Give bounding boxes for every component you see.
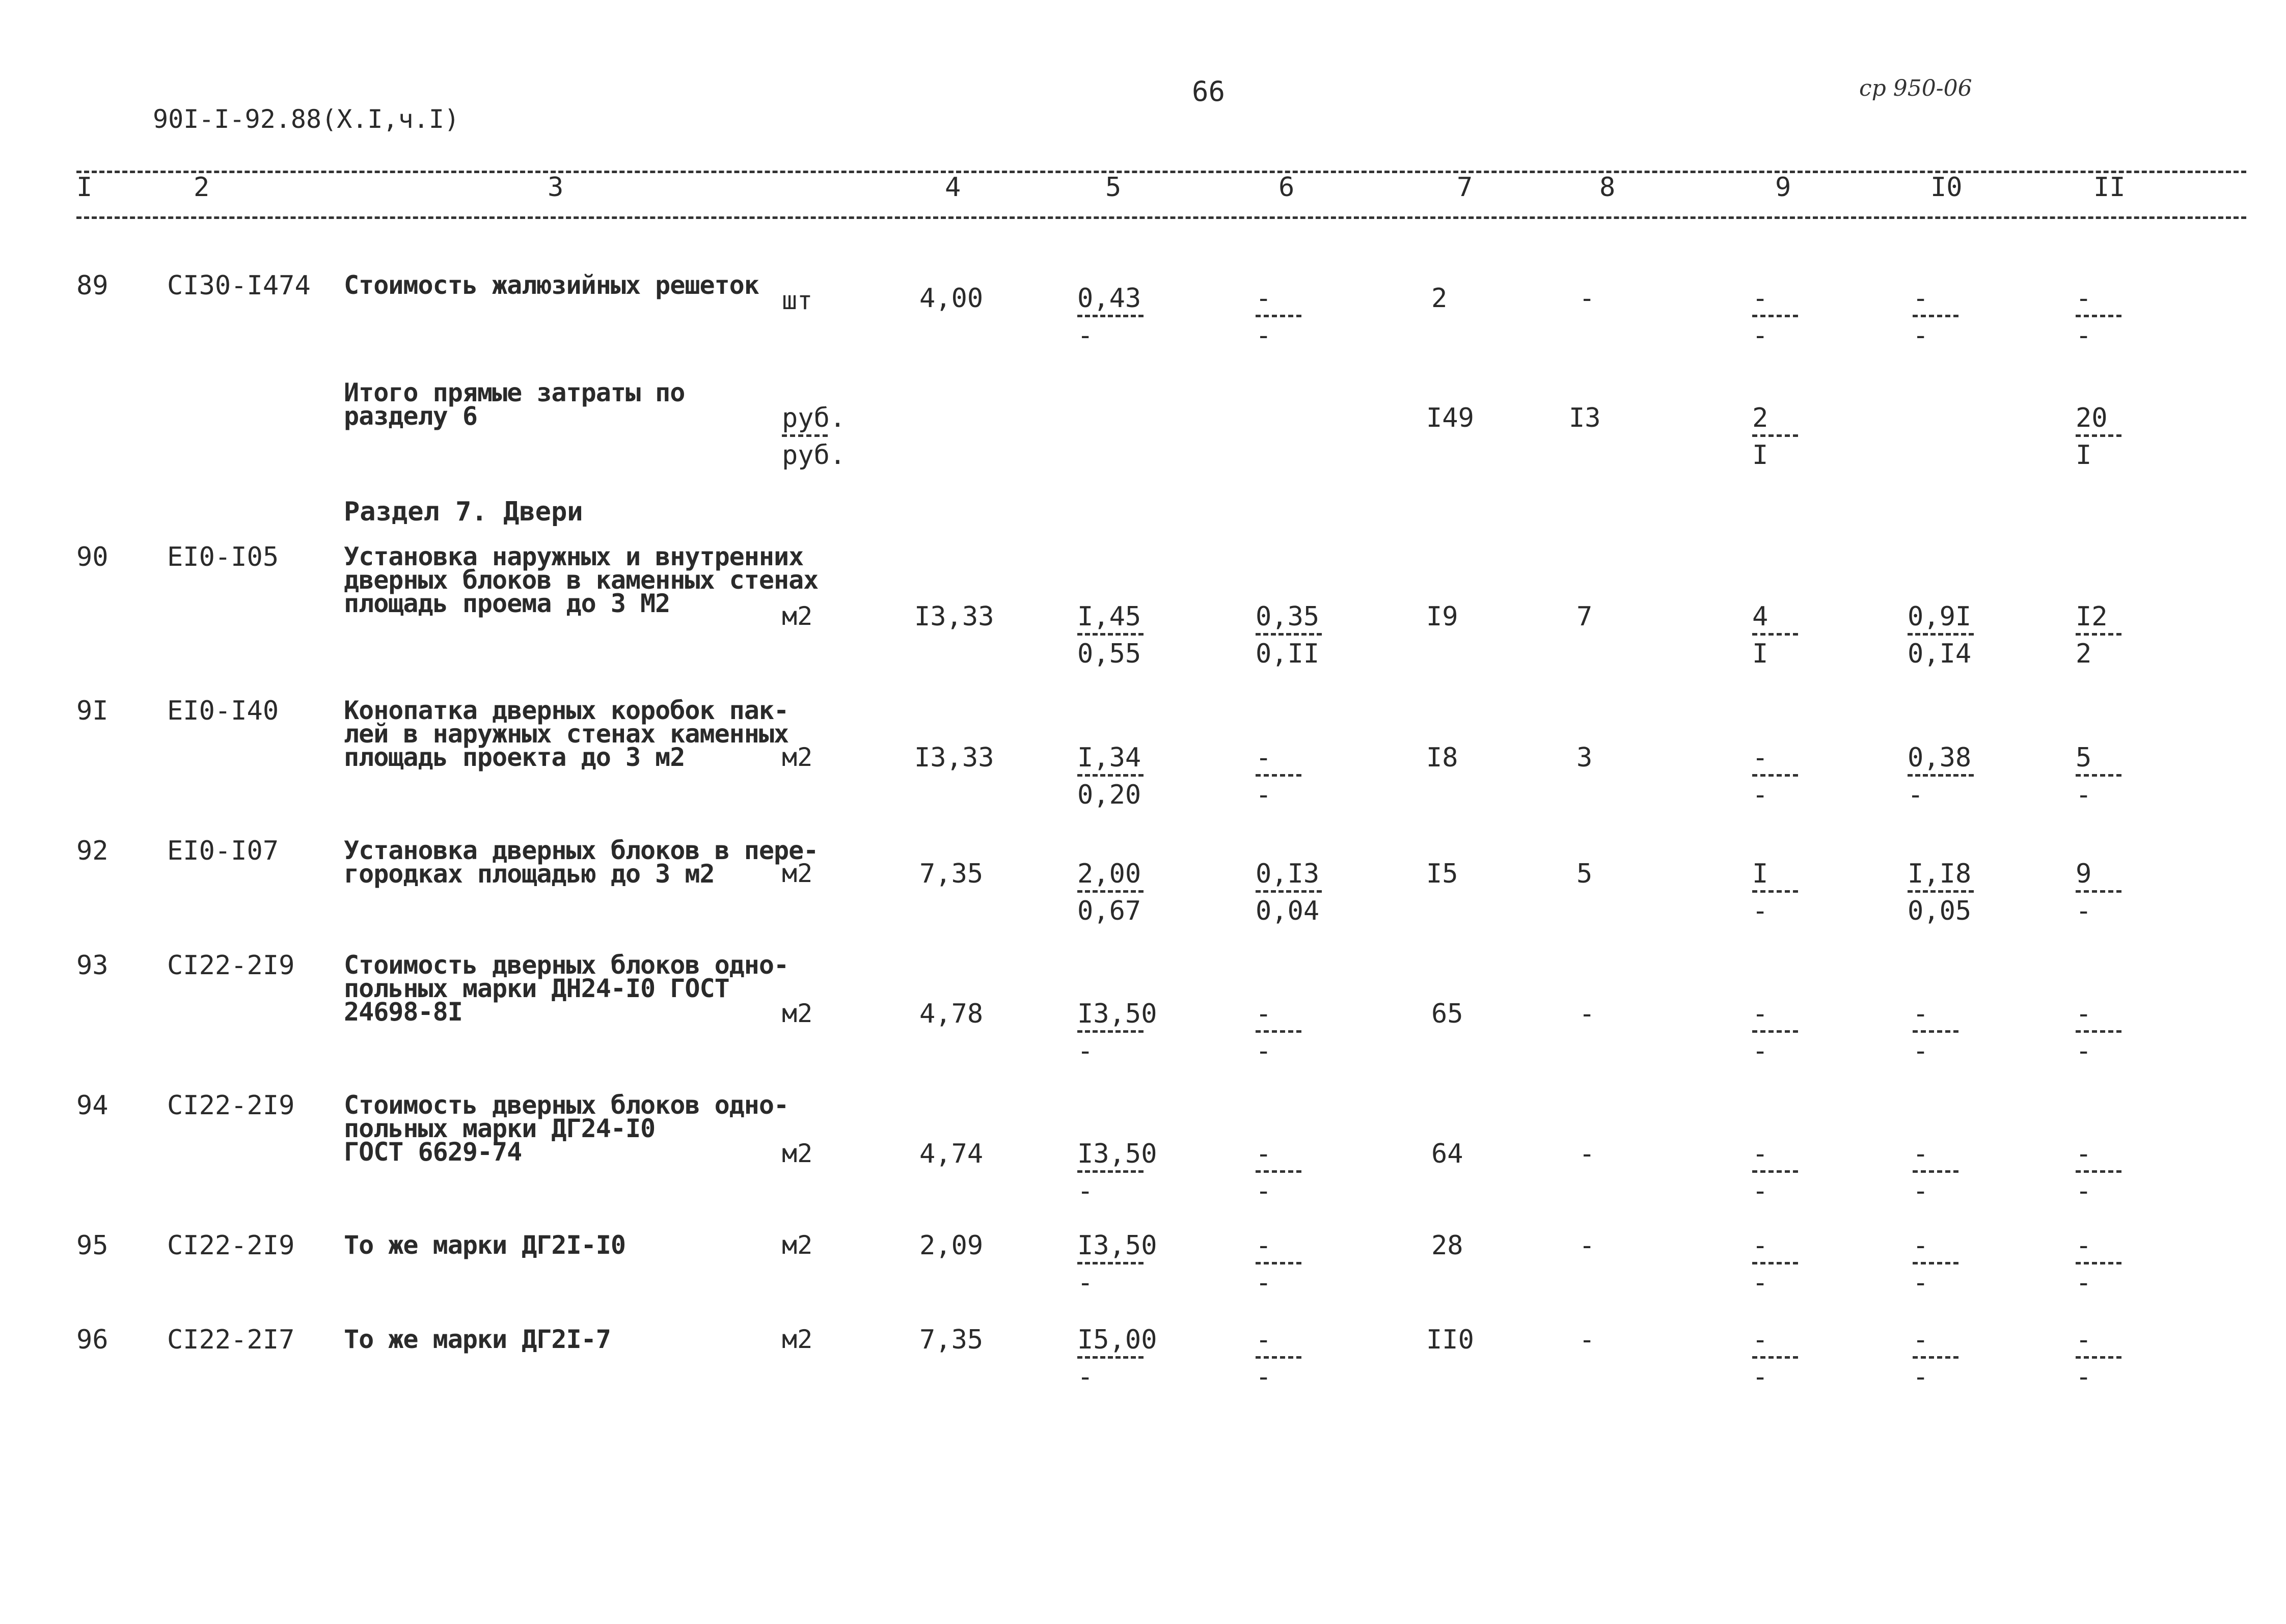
denominator: - (1913, 1176, 1929, 1206)
column-header: 2 (194, 172, 210, 203)
numerator: I,I8 (1908, 859, 1972, 889)
fraction-col5 (1077, 1327, 1157, 1390)
fraction-bar (2076, 315, 2121, 317)
numerator: - (1752, 1139, 1768, 1169)
row-quantity: 4,00 (919, 283, 984, 314)
fraction-bar (1256, 633, 1322, 636)
fraction-bar (1256, 1262, 1301, 1264)
fraction-bar (1077, 774, 1144, 777)
section-heading: Раздел 7. Двери (344, 497, 583, 527)
fraction-col11 (2076, 285, 2121, 349)
column-header: I0 (1930, 172, 1963, 203)
row-number: 96 (76, 1325, 108, 1355)
fraction-col9 (1752, 1141, 1798, 1204)
denominator: - (1913, 320, 1929, 351)
numerator: I3,50 (1077, 999, 1157, 1029)
row-unit: м2 (782, 742, 813, 772)
fraction-col9 (1752, 1001, 1798, 1064)
denominator: - (2076, 1036, 2092, 1066)
row-description: Установка наружных и внутренних дверных блоков в каменных стенах площадь проема до 3 М2 (344, 542, 819, 618)
denominator: I (1752, 639, 1768, 669)
numerator: I3,50 (1077, 1230, 1157, 1261)
numerator: 0,43 (1077, 283, 1141, 314)
row-number: 90 (76, 542, 108, 572)
row-quantity: 7,35 (919, 859, 984, 889)
fraction-col6 (1256, 742, 1301, 810)
numerator: 9 (2076, 859, 2092, 889)
header-bottom-rule (76, 216, 2246, 219)
row-code: ЕI0-I05 (167, 542, 279, 572)
numerator: - (1256, 1325, 1272, 1355)
fraction-col10 (1913, 1141, 1958, 1204)
denominator: - (1913, 1362, 1929, 1392)
row-description: То же марки ДГ2I-7 (344, 1325, 611, 1354)
fraction-bar (782, 434, 828, 437)
numerator: - (1913, 1139, 1929, 1169)
row-col8: - (1579, 1230, 1595, 1261)
denominator: - (1752, 1362, 1768, 1392)
numerator: I2 (2076, 601, 2108, 632)
row-col7: II0 (1426, 1325, 1474, 1355)
column-header: II (2093, 172, 2126, 203)
row-col7: 2 (1431, 283, 1448, 314)
fraction-bar (1908, 890, 1974, 893)
denominator: 0,I4 (1908, 639, 1972, 669)
numerator: 0,35 (1256, 601, 1320, 632)
denominator: - (1913, 1036, 1929, 1066)
denominator: - (1077, 1268, 1094, 1298)
denominator: 0,04 (1256, 896, 1320, 926)
fraction-col5 (1077, 285, 1144, 349)
fraction-col9 (1752, 861, 1798, 924)
numerator: - (1256, 1139, 1272, 1169)
row-quantity: I3,33 (914, 601, 994, 632)
row-unit: м2 (782, 1230, 813, 1260)
row-description: Стоимость дверных блоков одно- польных марки ДГ24-I0 ГОСТ 6629-74 (344, 1090, 789, 1167)
numerator: I (1752, 859, 1768, 889)
numerator: 2 (1752, 403, 1768, 433)
fraction-bar (2076, 633, 2121, 636)
row-unit: м2 (782, 1139, 813, 1168)
fraction-col10 (1913, 1232, 1958, 1296)
row-description: Конопатка дверных коробок пак- лей в наружных стенах каменных площадь проекта до 3 м2 (344, 696, 789, 772)
row-quantity: 2,09 (919, 1230, 984, 1261)
denominator: - (1752, 1268, 1768, 1298)
fraction-col6 (1256, 861, 1322, 924)
numerator: I3,50 (1077, 1139, 1157, 1169)
fraction-col5 (1077, 603, 1144, 667)
numerator: - (2076, 1325, 2092, 1355)
numerator: - (1752, 1325, 1768, 1355)
fraction-bar (1908, 633, 1974, 636)
fraction-col9 (1752, 603, 1798, 667)
fraction-bar (1913, 1030, 1958, 1033)
denominator: - (1752, 1036, 1768, 1066)
row-code: ЕI0-I07 (167, 836, 279, 866)
numerator: - (2076, 1230, 2092, 1261)
column-header: 4 (945, 172, 961, 203)
row-col8: 7 (1576, 601, 1593, 632)
fraction-col5 (1077, 1141, 1157, 1204)
fraction-col6 (1256, 285, 1301, 349)
denominator: - (1077, 1362, 1094, 1392)
denominator: - (1256, 1036, 1272, 1066)
fraction-bar (1913, 1262, 1958, 1264)
row-col8: 5 (1576, 859, 1593, 889)
numerator: - (1913, 1230, 1929, 1261)
numerator: - (1256, 283, 1272, 314)
fraction-bar (1077, 633, 1144, 636)
denominator: 0,05 (1908, 896, 1972, 926)
row-unit: м2 (782, 601, 813, 631)
fraction-bar (2076, 774, 2121, 777)
row-code: СI22-2I9 (167, 1090, 295, 1121)
fraction-bar (1752, 434, 1798, 437)
numerator: 4 (1752, 601, 1768, 632)
fraction-bar (1077, 315, 1144, 317)
row-number: 89 (76, 270, 108, 301)
numerator: - (1256, 999, 1272, 1029)
fraction-col11 (2076, 1141, 2121, 1204)
row-quantity: 7,35 (919, 1325, 984, 1355)
fraction-bar (1256, 890, 1322, 893)
numerator: 0,9I (1908, 601, 1972, 632)
row-description: То же марки ДГ2I-I0 (344, 1230, 625, 1260)
column-header: 6 (1278, 172, 1295, 203)
fraction-col6 (1256, 1141, 1301, 1204)
numerator: - (2076, 1139, 2092, 1169)
row-description: Установка дверных блоков в пере- городках площадью до 3 м2 (344, 836, 819, 889)
row-number: 9I (76, 696, 108, 726)
numerator: I5,00 (1077, 1325, 1157, 1355)
fraction-bar (1752, 1170, 1798, 1173)
denominator: руб. (782, 440, 846, 471)
denominator: - (1256, 320, 1272, 351)
fraction-col10 (1908, 603, 1974, 667)
row-description: Стоимость дверных блоков одно- польных марки ДН24-I0 ГОСТ 24698-8I (344, 950, 789, 1027)
fraction-col5 (1077, 1232, 1157, 1296)
denominator: I (1752, 440, 1768, 471)
fraction-col10 (1908, 861, 1974, 924)
fraction-bar (1256, 774, 1301, 777)
row-unit: м2 (782, 1325, 813, 1354)
numerator: - (1256, 1230, 1272, 1261)
fraction-col11 (2076, 1232, 2121, 1296)
fraction-col10 (1908, 742, 1974, 810)
fraction-bar (1752, 1356, 1798, 1359)
fraction-col11 (2076, 1001, 2121, 1064)
row-unit: шт (782, 286, 813, 315)
row-col8: - (1579, 1325, 1595, 1355)
fraction-col9 (1752, 285, 1798, 349)
denominator: - (2076, 780, 2092, 810)
row-col8: - (1579, 283, 1595, 314)
fraction-bar (2076, 890, 2121, 893)
row-code: СI22-2I9 (167, 1230, 295, 1261)
row-code: СI22-2I9 (167, 950, 295, 981)
numerator: руб. (782, 403, 846, 433)
row-description: Итого прямые затраты по разделу 6 (344, 378, 685, 431)
numerator: 2,00 (1077, 859, 1141, 889)
fraction-col9 (1752, 1327, 1798, 1390)
fraction-bar (2076, 1030, 2121, 1033)
row-unit: м2 (782, 999, 813, 1028)
fraction-bar (1256, 1030, 1301, 1033)
denominator: - (1752, 896, 1768, 926)
denominator: - (2076, 896, 2092, 926)
fraction-col6 (1256, 603, 1322, 667)
column-header: 8 (1599, 172, 1616, 203)
reference-code: ср 950-06 (1859, 75, 1972, 101)
denominator: - (2076, 1362, 2092, 1392)
fraction-col9 (1752, 405, 1798, 469)
numerator: - (1256, 742, 1272, 773)
fraction-bar (1256, 1356, 1301, 1359)
row-number: 95 (76, 1230, 108, 1261)
document-code: 90I-I-92.88(Х.I,ч.I) (153, 104, 460, 134)
row-code: ЕI0-I40 (167, 696, 279, 726)
denominator: - (2076, 1268, 2092, 1298)
fraction-col9 (1752, 1232, 1798, 1296)
denominator: 0,II (1256, 639, 1320, 669)
numerator: 20 (2076, 403, 2108, 433)
fraction-col9 (1752, 742, 1798, 810)
denominator: - (1752, 780, 1768, 810)
row-quantity: 4,74 (919, 1139, 984, 1169)
fraction-bar (1913, 1356, 1958, 1359)
fraction-bar (2076, 434, 2121, 437)
row-col8: I3 (1569, 403, 1601, 433)
row-col8: 3 (1576, 742, 1593, 773)
row-number: 94 (76, 1090, 108, 1121)
denominator: - (1752, 1176, 1768, 1206)
row-quantity: I3,33 (914, 742, 994, 773)
denominator: I (2076, 440, 2092, 471)
fraction-col11 (2076, 405, 2121, 469)
denominator: 2 (2076, 639, 2092, 669)
fraction-col6 (1256, 1327, 1301, 1390)
fraction-bar (1077, 1030, 1144, 1033)
fraction-col11 (2076, 742, 2121, 810)
denominator: - (1752, 320, 1768, 351)
row-col7: 28 (1431, 1230, 1463, 1261)
numerator: - (1752, 742, 1768, 773)
fraction-col5 (1077, 1001, 1157, 1064)
numerator: 5 (2076, 742, 2092, 773)
numerator: - (1913, 1325, 1929, 1355)
fraction-col10 (1913, 285, 1958, 349)
denominator: - (1256, 1362, 1272, 1392)
fraction-col10 (1913, 1327, 1958, 1390)
denominator: - (2076, 320, 2092, 351)
unit-fraction (782, 405, 846, 469)
fraction-bar (1752, 633, 1798, 636)
fraction-col11 (2076, 603, 2121, 667)
numerator: I,45 (1077, 601, 1141, 632)
fraction-bar (1752, 774, 1798, 777)
fraction-bar (1752, 890, 1798, 893)
fraction-bar (1077, 1262, 1144, 1264)
fraction-col6 (1256, 1232, 1301, 1296)
fraction-bar (2076, 1356, 2121, 1359)
row-code: СI22-2I7 (167, 1325, 295, 1355)
numerator: 0,38 (1908, 742, 1972, 773)
denominator: - (2076, 1176, 2092, 1206)
page-number: 66 (1192, 75, 1226, 107)
fraction-bar (1908, 774, 1974, 777)
denominator: - (1256, 1268, 1272, 1298)
row-number: 93 (76, 950, 108, 981)
fraction-col5 (1077, 861, 1144, 924)
column-header: 3 (548, 172, 564, 203)
row-quantity: 4,78 (919, 999, 984, 1029)
fraction-col6 (1256, 1001, 1301, 1064)
numerator: - (1752, 283, 1768, 314)
row-col7: I49 (1426, 403, 1474, 433)
row-col7: 65 (1431, 999, 1463, 1029)
row-col8: - (1579, 999, 1595, 1029)
fraction-bar (2076, 1262, 2121, 1264)
numerator: I,34 (1077, 742, 1141, 773)
denominator: - (1077, 320, 1094, 351)
denominator: - (1077, 1036, 1094, 1066)
row-number: 92 (76, 836, 108, 866)
row-col7: I5 (1426, 859, 1458, 889)
fraction-bar (1752, 1262, 1798, 1264)
fraction-bar (1752, 315, 1798, 317)
denominator: - (1077, 1176, 1094, 1206)
fraction-bar (1256, 315, 1301, 317)
fraction-bar (1077, 890, 1144, 893)
header-top-rule (76, 171, 2246, 173)
fraction-bar (1913, 1170, 1958, 1173)
denominator: - (1908, 780, 1924, 810)
fraction-bar (1256, 1170, 1301, 1173)
fraction-col10 (1913, 1001, 1958, 1064)
column-header: 5 (1105, 172, 1122, 203)
row-code: СI30-I474 (167, 270, 311, 301)
fraction-col11 (2076, 861, 2121, 924)
fraction-col5 (1077, 742, 1144, 810)
numerator: - (2076, 283, 2092, 314)
numerator: - (1752, 1230, 1768, 1261)
denominator: 0,55 (1077, 639, 1141, 669)
fraction-bar (2076, 1170, 2121, 1173)
denominator: - (1256, 780, 1272, 810)
column-header: I (76, 172, 93, 203)
row-unit: м2 (782, 859, 813, 888)
row-description: Стоимость жалюзийных решеток (344, 270, 759, 300)
numerator: - (2076, 999, 2092, 1029)
row-col7: I9 (1426, 601, 1458, 632)
row-col7: 64 (1431, 1139, 1463, 1169)
column-header: 7 (1457, 172, 1473, 203)
denominator: 0,20 (1077, 780, 1141, 810)
fraction-col11 (2076, 1327, 2121, 1390)
fraction-bar (1752, 1030, 1798, 1033)
fraction-bar (1077, 1356, 1144, 1359)
denominator: - (1256, 1176, 1272, 1206)
column-header: 9 (1775, 172, 1791, 203)
numerator: 0,I3 (1256, 859, 1320, 889)
numerator: - (1913, 999, 1929, 1029)
row-col7: I8 (1426, 742, 1458, 773)
numerator: - (1913, 283, 1929, 314)
numerator: - (1752, 999, 1768, 1029)
fraction-bar (1913, 315, 1958, 317)
denominator: - (1913, 1268, 1929, 1298)
fraction-bar (1077, 1170, 1144, 1173)
denominator: 0,67 (1077, 896, 1141, 926)
row-col8: - (1579, 1139, 1595, 1169)
